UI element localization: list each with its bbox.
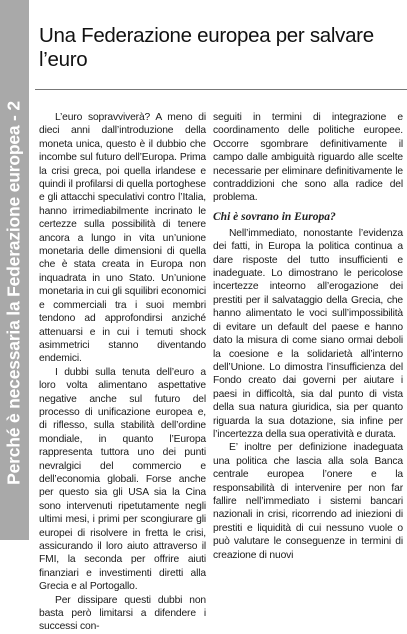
paragraph: I dubbi sulla tenuta dell’euro a loro volta alimentano aspettative negative anche sul futuro del processo di unificazione europea e, di riflesso, sulla stabilità dell’ordine mondiale, in quanto l’Europa rappresenta tuttora uno dei punti nevralgici del commercio e dell’economia globali. Forse anche per questo sia gli USA sia la Cina sono intervenuti ripetutamente negli ultimi mesi, i primi per scongiurare gli europei di risolvere in fretta le crisi, assicurando il loro aiuto attraverso il FMI, la seconda per offrire aiuti finanziari e investimenti diretti alla Grecia e al Portogallo. <box>39 366 206 593</box>
section-subheading: Chi è sovrano in Europa? <box>213 210 336 223</box>
section-title-vertical: Perché è necessaria la Federazione europea - 2 <box>3 101 24 485</box>
paragraph: Per dissipare questi dubbi non basta però limitarsi a difendere i successi con- <box>39 594 206 633</box>
article-title: Una Federazione europea per salvare l’euro <box>39 24 374 71</box>
text-column-left <box>39 111 206 633</box>
sidebar-band <box>0 0 29 540</box>
title-divider <box>35 89 407 90</box>
paragraph: L’euro sopravviverà? A meno di dieci anni dall’introduzione della moneta unica, questo è il dubbio che incombe sul futuro dell’Europa. Prima la crisi greca, poi quella irlandese e quindi il profilarsi di quella portoghese e gli attacchi speculativi contro l’Italia, hanno irrimediabilmente incrinato le certezze sulla possibilità di tenere ancora a lungo in vita un’unione monetaria delle dimensioni di quella che è stata creata in Europa non inquadrata in uno Stato. Un’unione monetaria in cui gli squilibri economici e commerciali tra i suoi membri tendono ad approfondirsi anziché attenuarsi e in cui i temuti shock asimmetrici stanno diventando endemici. <box>39 112 206 365</box>
paragraph: Nell’immediato, nonostante l’evidenza dei fatti, in Europa la politica continua a dare risposte del tutto insufficienti e inadeguate. Lo dimostrano le pericolose incertezze inteorno all’erogazione dei prestiti per il salvataggio della Grecia, che hanno alimentato le voci sull’impossibilità di evitare un default del paese e hanno dato la misura di come siano ormai deboli la coesione e la solidarietà all’interno dell’Unione. Lo dimostra l’insufficienza del Fondo creato dai governi per aiutare i paesi in difficoltà, sia dal punto di vista della sua natura giuridica, sia per quanto riguarda la sua dotazione, sia infine per l’incertezza della sua operatività e durata. <box>213 227 403 440</box>
text-column-right <box>213 111 403 561</box>
paragraph: E’ inoltre per definizione inadeguata una politica che lascia alla sola Banca centrale europea l’onere e la responsabilità di intervenire per non far fallire nell’immediato i sistemi bancari nazionali in crisi, ricorrendo ad iniezioni di prestiti e liquidità di cui nessuno vuole o può valutare le conseguenze in termini di creazione di nuovi <box>213 442 403 561</box>
paragraph-continuation: seguiti in termini di integrazione e coordinamento delle politiche europee. Occorre sgombrare definitivamente il campo dalle ambiguità riguardo alle scelte necessarie per eliminare definitivamente le contraddizioni che sono alla radice del problema. <box>213 112 403 204</box>
